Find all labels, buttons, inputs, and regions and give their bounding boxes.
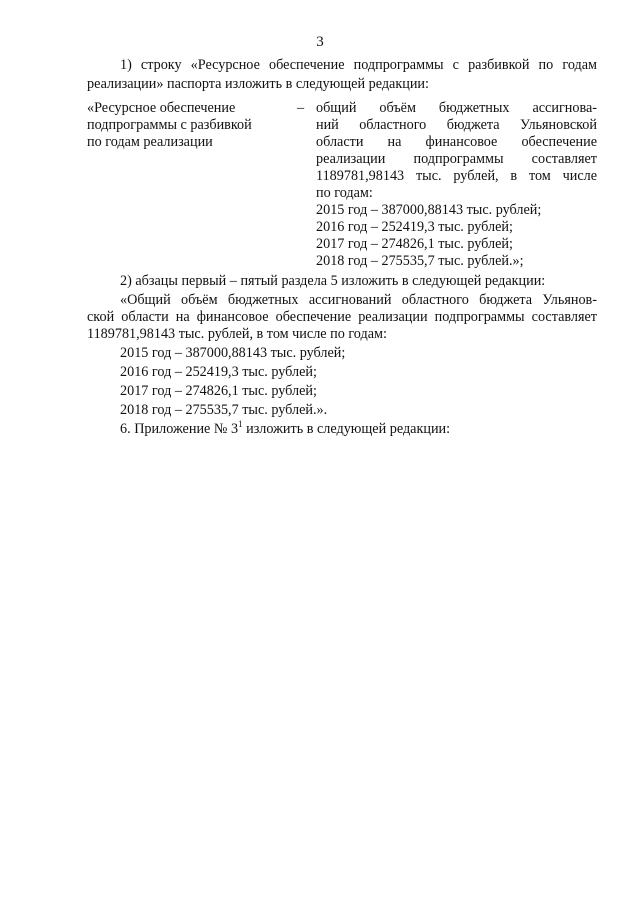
item6-line [120,421,450,438]
table-dash: – [297,100,305,116]
item6-text-before: 6. Приложение № 3 [120,421,239,437]
item2-para-line: ской области на финансовое обеспечение реализации подпрограммы составляет [87,309,597,325]
item2-para-line: «Общий объём бюджетных ассигнований областного бюджета Ульянов- [120,292,597,308]
item2-line1: 2) абзацы первый – пятый раздела 5 изложить в следующей редакции: [120,273,546,289]
item1-line2: реализации» паспорта изложить в следующей редакции: [87,76,429,92]
table-right-line: реализации подпрограммы составляет [316,151,597,167]
table-right-line: ний областного бюджета Ульяновской [316,117,597,133]
table-right-line: по годам: [316,185,373,201]
table-left-line: по годам реализации [87,134,213,150]
table-right-line: области на финансовое обеспечение [316,134,597,150]
item2-year: 2016 год – 252419,3 тыс. рублей; [120,364,317,380]
table-right-year: 2015 год – 387000,88143 тыс. рублей; [316,202,542,218]
table-right-year: 2017 год – 274826,1 тыс. рублей; [316,236,513,252]
table-right-year: 2016 год – 252419,3 тыс. рублей; [316,219,513,235]
item1-line1: 1) строку «Ресурсное обеспечение подпрограммы с разбивкой по годам [120,57,597,73]
table-left-line: «Ресурсное обеспечение [87,100,236,116]
item2-year: 2015 год – 387000,88143 тыс. рублей; [120,345,346,361]
item6-text-after: изложить в следующей редакции: [242,421,451,437]
table-right-line: общий объём бюджетных ассигнова- [316,100,597,116]
table-right-year: 2018 год – 275535,7 тыс. рублей.»; [316,253,524,269]
item6-superscript: 1 [238,419,243,429]
item2-year: 2017 год – 274826,1 тыс. рублей; [120,383,317,399]
page-number: 3 [316,34,324,50]
table-left-line: подпрограммы с разбивкой [87,117,252,133]
table-right-line: 1189781,98143 тыс. рублей, в том числе [316,168,597,184]
item2-para-line: 1189781,98143 тыс. рублей, в том числе по годам: [87,326,387,342]
item2-year: 2018 год – 275535,7 тыс. рублей.». [120,402,328,418]
